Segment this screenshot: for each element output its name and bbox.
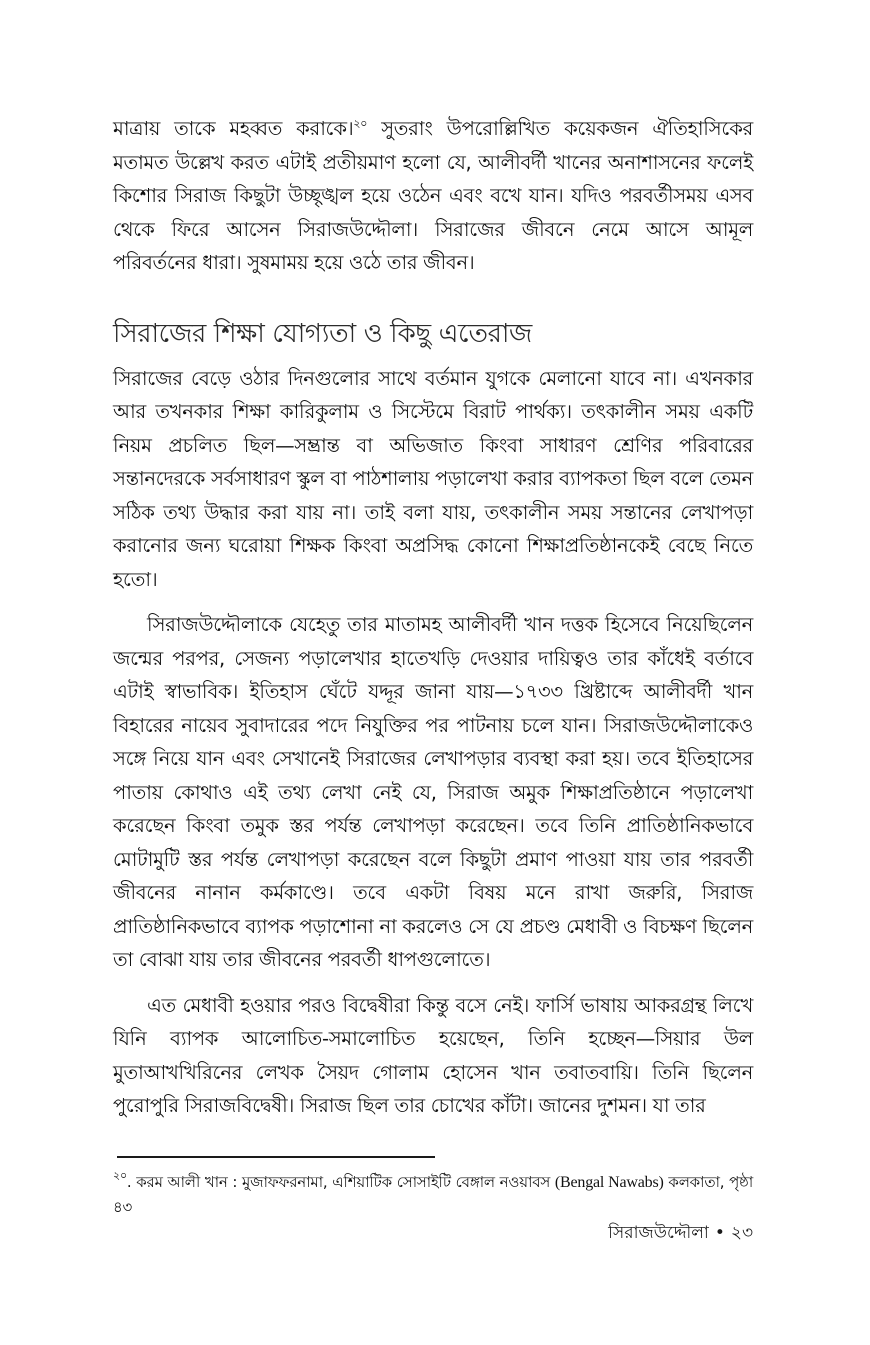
footnote-latin-text: (Bengal Nawabs) xyxy=(554,1174,664,1191)
footnote-number: ২০ xyxy=(113,1169,127,1182)
footnote-text-cont: কলকাতা, পৃষ্ঠা ৪৩ xyxy=(113,1173,753,1216)
book-page-body xyxy=(113,112,753,1123)
book-title: সিরাজউদ্দৌলা xyxy=(608,1223,709,1243)
body-paragraph: সিরাজউদ্দৌলাকে যেহেতু তার মাতামহ আলীবর্দী খান দত্তক হিসেবে নিয়েছিলেন জন্মের পরপর, সেজন্য পড়ালেখার হাতেখড়ি দেওয়ার দায়িত্বও তার কাঁধেই বর্তাবে এটাই স্বাভাবিক। ইতিহাস ঘেঁটে যদ্দূর জানা যায়—১৭৩৩ খ্রিষ্টাব্দে আলীবর্দী খান বিহারের নায়েব সুবাদারের পদে নিযুক্তির পর পাটনায় চলে যান। সিরাজউদ্দৌলাকেও সঙ্গে নিয়ে যান এবং সেখানেই সিরাজের লেখাপড়ার ব্যবস্থা করা হয়। তবে ইতিহাসের পাতায় কোথাও এই তথ্য লেখা নেই যে, সিরাজ অমুক শিক্ষাপ্রতিষ্ঠানে পড়ালেখা করেছেন কিংবা তমুক স্তর পর্যন্ত লেখাপড়া করেছেন। তবে তিনি প্রাতিষ্ঠানিকভাবে মোটামুটি স্তর পর্যন্ত লেখাপড়া করেছেন বলে কিছুটা প্রমাণ পাওয়া যায় তার পরবর্তী জীবনের নানান কর্মকাণ্ডে। তবে একটা বিষয় মনে রাখা জরুরি, সিরাজ প্রাতিষ্ঠানিকভাবে ব্যাপক পড়াশোনা না করলেও সে যে প্রচণ্ড মেধাবী ও বিচক্ষণ ছিলেন তা বোঝা যায় তার জীবনের পরবর্তী ধাপগুলোতে। xyxy=(113,613,753,971)
opening-paragraph xyxy=(113,112,753,280)
bullet-separator-icon: • xyxy=(714,1223,725,1243)
running-footer xyxy=(608,1220,753,1246)
body-paragraph: সিরাজের বেড়ে ওঠার দিনগুলোর সাথে বর্তমান যুগকে মেলানো যাবে না। এখনকার আর তখনকার শিক্ষা কারিকুলাম ও সিস্টেমে বিরাট পার্থক্য। তৎকালীন সময় একটি নিয়ম প্রচলিত ছিল—সম্ভ্রান্ত বা অভিজাত কিংবা সাধারণ শ্রেণির পরিবারের সন্তানদেরকে সর্বসাধারণ স্কুল বা পাঠশালায় পড়ালেখা করার ব্যাপকতা ছিল বলে তেমন সঠিক তথ্য উদ্ধার করা যায় না। তাই বলা যায়, তৎকালীন সময় সন্তানের লেখাপড়া করানোর জন্য ঘরোয়া শিক্ষক কিংবা অপ্রসিদ্ধ কোনো শিক্ষাপ্রতিষ্ঠানকেই বেছে নিতে হতো। xyxy=(113,366,753,591)
body-paragraph: এত মেধাবী হওয়ার পরও বিদ্বেষীরা কিন্তু বসে নেই। ফার্সি ভাষায় আকরগ্রন্থ লিখে যিনি ব্যাপক আলোচিত-সমালোচিত হয়েছেন, তিনি হচ্ছেন—সিয়ার উল মুতাআখখিরিনের লেখক সৈয়দ গোলাম হোসেন খান তবাতবায়ি। তিনি ছিলেন পুরোপুরি সিরাজবিদ্বেষী। সিরাজ ছিল তার চোখের কাঁটা। জানের দুশমন। যা তার xyxy=(113,993,753,1117)
page-number: ২৩ xyxy=(730,1223,753,1243)
footnote-text: . করম আলী খান : মুজাফফরনামা, এশিয়াটিক সোসাইটি বেঙ্গাল নওয়াবস xyxy=(126,1173,555,1191)
footnote-divider xyxy=(117,1156,435,1158)
section-heading: সিরাজের শিক্ষা যোগ্যতা ও কিছু এতেরাজ xyxy=(113,318,532,349)
footnote xyxy=(113,1170,753,1220)
opening-paragraph-text-cont: সুতরাং উপরোল্লিখিত কয়েকজন ঐতিহাসিকের মতামত উল্লেখ করত এটাই প্রতীয়মাণ হলো যে, আলীবর্দী খানের অনাশাসনের ফলেই কিশোর সিরাজ কিছুটা উচ্ছৃঙ্খল হয়ে ওঠেন এবং বখে যান। যদিও পরবর্তীসময় এসব থেকে ফিরে আসেন সিরাজউদ্দৌলা। সিরাজের জীবনে নেমে আসে আমূল পরিবর্তনের ধারা। সুষমাময় হয়ে ওঠে তার জীবন। xyxy=(113,117,753,274)
footnote-reference[interactable]: ২০ xyxy=(353,117,368,130)
opening-paragraph-text: মাত্রায় তাকে মহব্বত করাকে। xyxy=(113,117,354,140)
